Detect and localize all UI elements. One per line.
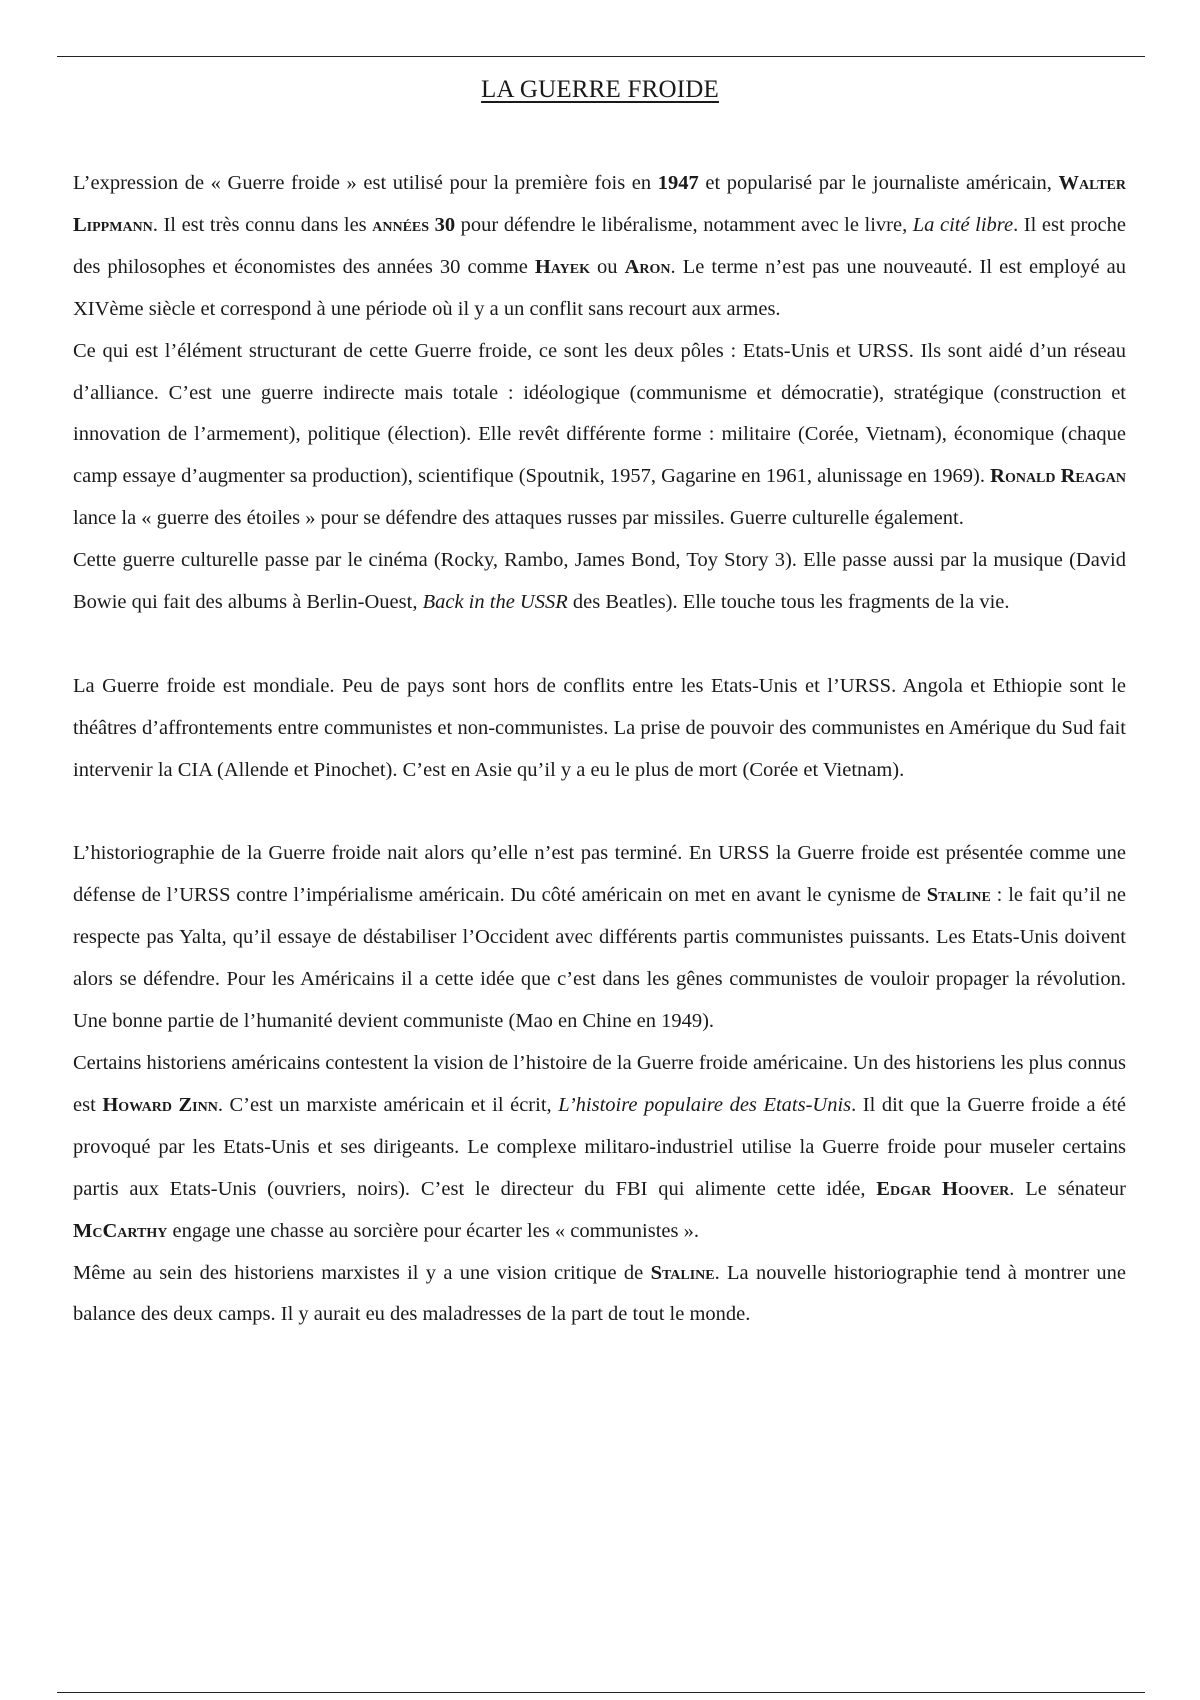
header-rule bbox=[57, 56, 1145, 57]
footer-rule bbox=[57, 1692, 1145, 1693]
paragraph-gap bbox=[73, 624, 1126, 666]
year-1947: 1947 bbox=[657, 172, 699, 194]
song-title: Back in the USSR bbox=[422, 591, 568, 614]
book-title-zinn: L’histoire populaire des Etats-Unis bbox=[558, 1093, 852, 1116]
paragraph-gap bbox=[73, 792, 1126, 834]
paragraph-worldwide: La Guerre froide est mondiale. Peu de pays sont hors de conflits entre les Etats-Unis et l’URSS. Angola et Ethiopie sont le théâtres d’affrontements entre communistes et non-communistes. La prise de pouvoir des communistes en Amérique du Sud fait intervenir la CIA (Allende et Pinochet). C’est en Asie qu’il y a eu le plus de mort (Corée et Vietnam). bbox=[73, 674, 1126, 781]
paragraph-structure: Ce qui est l’élément structurant de cette Guerre froide, ce sont les deux pôles : Etats-Unis et URSS. Ils sont aidé d’un réseau d’alliance. C’est une guerre indirecte mais totale : idéologique (communisme et démocratie), stratégique (construction et innovation de l’armement), politique (élection). Elle revêt différente forme : militaire (Corée, Vietnam), économique (chaque camp essaye d’augmenter sa production), scientifique (Spoutnik, 1957, Gagarine en 1961, alunissage en 1969). Ronald Reagan lance la « guerre des étoiles » pour se défendre des attaques russes par missiles. Guerre culturelle également. bbox=[73, 339, 1126, 530]
document-body bbox=[73, 163, 1126, 1336]
name-mccarthy: McCarthy bbox=[73, 1219, 168, 1242]
paragraph-culture: Cette guerre culturelle passe par le cinéma (Rocky, Rambo, James Bond, Toy Story 3). Elle passe aussi par la musique (David Bowie qui fait des albums à Berlin-Ouest, Back in the USSR des Beatles). Elle touche tous les fragments de la vie. bbox=[73, 549, 1126, 614]
term-annees: années bbox=[372, 213, 430, 236]
paragraph-american-historians: Certains historiens américains contestent la vision de l’histoire de la Guerre froide américaine. Un des historiens les plus connus est Howard Zinn. C’est un marxiste américain et il écrit, L’histoire populaire des Etats-Unis. Il dit que la Guerre froide a été provoqué par les Etats-Unis et ses dirigeants. Le complexe militaro-industriel utilise la Guerre froide pour museler certains partis aux Etats-Unis (ouvriers, noirs). C’est le directeur du FBI qui alimente cette idée, Edgar Hoover. Le sénateur McCarthy engage une chasse au sorcière pour écarter les « communistes ». bbox=[73, 1052, 1126, 1242]
paragraph-origin: L’expression de « Guerre froide » est utilisé pour la première fois en 1947 et popularisé par le journaliste américain, Walter Lippmann. Il est très connu dans les années 30 pour défendre le libéralisme, notamment avec le livre, La cité libre. Il est proche des philosophes et économistes des années 30 comme Hayek ou Aron. Le terme n’est pas une nouveauté. Il est employé au XIVème siècle et correspond à une période où il y a un conflit sans recourt aux armes. bbox=[73, 172, 1127, 320]
name-edgar-hoover: Edgar Hoover bbox=[876, 1177, 1010, 1200]
name-walter-lippmann: Walter Lippmann bbox=[73, 172, 1126, 236]
name-aron: Aron bbox=[624, 255, 671, 278]
name-howard-zinn: Howard Zinn bbox=[102, 1093, 218, 1116]
name-staline-2: Staline bbox=[650, 1261, 715, 1284]
book-title: La cité libre bbox=[912, 213, 1014, 236]
page-title: LA GUERRE FROIDE bbox=[481, 76, 719, 103]
name-hayek: Hayek bbox=[534, 255, 590, 278]
paragraph-historiography: L’historiographie de la Guerre froide nait alors qu’elle n’est pas terminé. En URSS la Guerre froide est présentée comme une défense de l’URSS contre l’impérialisme américain. Du côté américain on met en avant le cynisme de Staline : le fait qu’il ne respecte pas Yalta, qu’il essaye de déstabiliser l’Occident avec différents partis communistes puissants. Les Etats-Unis doivent alors se défendre. Pour les Américains il a cette idée que c’est dans les gênes communistes de vouloir propager la révolution. Une bonne partie de l’humanité devient communiste (Mao en Chine en 1949). bbox=[73, 842, 1126, 1033]
paragraph-marxist-historians: Même au sein des historiens marxistes il y a une vision critique de Staline. La nouvelle historiographie tend à montrer une balance des deux camps. Il y aurait eu des maladresses de la part de tout le monde. bbox=[73, 1261, 1126, 1326]
name-ronald-reagan: Ronald Reagan bbox=[990, 465, 1126, 488]
name-staline: Staline bbox=[926, 884, 991, 907]
